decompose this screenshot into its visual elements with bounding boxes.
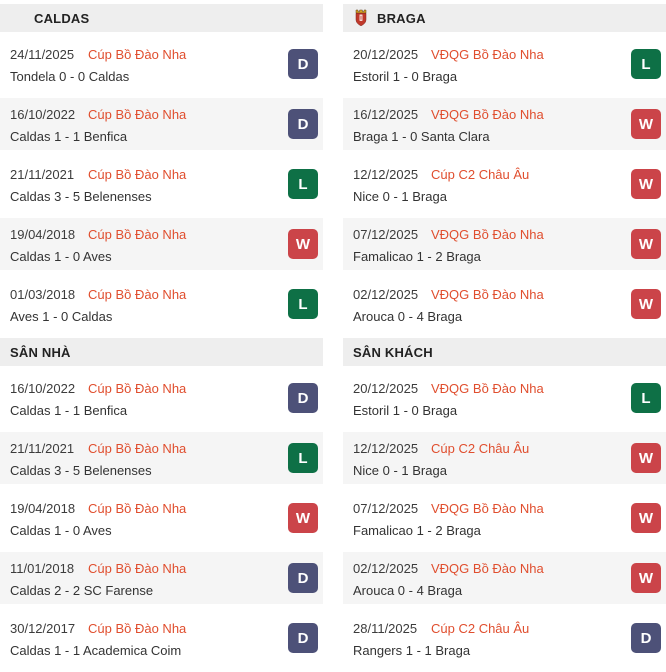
competition-name: Cúp Bồ Đào Nha: [88, 47, 187, 62]
competition-name: VĐQG Bồ Đào Nha: [431, 561, 544, 576]
section-title: CALDAS: [34, 10, 90, 26]
match-date: 30/12/2017: [10, 621, 76, 636]
match-score: Caldas 3 - 5 Belenenses: [10, 189, 152, 204]
match-date: 19/04/2018: [10, 227, 76, 242]
competition-name: Cúp Bồ Đào Nha: [88, 167, 187, 182]
result-badge: W: [631, 169, 661, 199]
competition-name: VĐQG Bồ Đào Nha: [431, 501, 544, 516]
match-meta: [10, 560, 278, 577]
match-row[interactable]: [0, 38, 323, 90]
match-meta: [10, 440, 278, 457]
match-row[interactable]: [0, 98, 323, 150]
match-row[interactable]: [0, 278, 323, 330]
match-rows: [0, 372, 323, 664]
match-score: Famalicao 1 - 2 Braga: [353, 249, 481, 264]
match-row[interactable]: [0, 552, 323, 604]
competition-name: Cúp Bồ Đào Nha: [88, 287, 187, 302]
match-row[interactable]: [0, 432, 323, 484]
match-row[interactable]: [343, 278, 666, 330]
form-section: [0, 338, 323, 664]
match-meta: [353, 440, 621, 457]
match-row[interactable]: [343, 372, 666, 424]
match-meta: [353, 560, 621, 577]
match-score: Caldas 3 - 5 Belenenses: [10, 463, 152, 478]
match-date: 07/12/2025: [353, 227, 419, 242]
match-meta: [353, 106, 621, 123]
result-badge: W: [631, 563, 661, 593]
match-date: 21/11/2021: [10, 441, 75, 456]
match-rows: [343, 38, 666, 330]
match-date: 20/12/2025: [353, 47, 419, 62]
match-row[interactable]: [0, 492, 323, 544]
result-badge: D: [288, 623, 318, 653]
result-badge: D: [631, 623, 661, 653]
match-meta: [10, 380, 278, 397]
match-row[interactable]: [343, 218, 666, 270]
match-meta: [10, 226, 278, 243]
match-date: 28/11/2025: [353, 621, 418, 636]
competition-name: VĐQG Bồ Đào Nha: [431, 107, 544, 122]
match-score: Caldas 1 - 1 Benfica: [10, 129, 128, 144]
match-score: Caldas 1 - 0 Aves: [10, 523, 112, 538]
match-meta: [10, 500, 278, 517]
result-badge: L: [631, 49, 661, 79]
match-date: 16/12/2025: [353, 107, 419, 122]
match-meta: [10, 106, 278, 123]
match-meta: [353, 226, 621, 243]
match-date: 16/10/2022: [10, 107, 76, 122]
match-score: Nice 0 - 1 Braga: [353, 189, 447, 204]
column-right: [343, 4, 666, 672]
form-section: [343, 4, 666, 330]
competition-name: Cúp Bồ Đào Nha: [88, 501, 187, 516]
match-score: Arouca 0 - 4 Braga: [353, 309, 463, 324]
result-badge: W: [631, 229, 661, 259]
match-score: Famalicao 1 - 2 Braga: [353, 523, 481, 538]
section-header: [343, 4, 666, 32]
column-left: [0, 4, 323, 672]
result-badge: W: [631, 503, 661, 533]
section-title: SÂN KHÁCH: [353, 344, 433, 360]
match-row[interactable]: [0, 372, 323, 424]
match-date: 01/03/2018: [10, 287, 76, 302]
match-score: Arouca 0 - 4 Braga: [353, 583, 463, 598]
result-badge: L: [288, 169, 318, 199]
competition-name: Cúp Bồ Đào Nha: [88, 107, 187, 122]
competition-name: VĐQG Bồ Đào Nha: [431, 287, 544, 302]
form-section: [343, 338, 666, 664]
result-badge: D: [288, 563, 318, 593]
match-date: 11/01/2018: [10, 561, 75, 576]
match-rows: [343, 372, 666, 664]
result-badge: W: [288, 503, 318, 533]
match-meta: [10, 286, 278, 303]
form-section: [0, 4, 323, 330]
section-title: BRAGA: [377, 10, 426, 26]
match-meta: [10, 166, 278, 183]
braga-crest-icon: [353, 9, 369, 27]
competition-name: VĐQG Bồ Đào Nha: [431, 381, 544, 396]
result-badge: W: [631, 109, 661, 139]
match-score: Caldas 1 - 1 Academica Coim: [10, 643, 182, 658]
match-row[interactable]: [343, 158, 666, 210]
match-row[interactable]: [343, 492, 666, 544]
match-meta: [353, 380, 621, 397]
match-score: Tondela 0 - 0 Caldas: [10, 69, 130, 84]
match-date: 24/11/2025: [10, 47, 75, 62]
match-meta: [10, 620, 278, 637]
section-title: SÂN NHÀ: [10, 344, 71, 360]
match-meta: [353, 500, 621, 517]
result-badge: L: [631, 383, 661, 413]
competition-name: Cúp C2 Châu Âu: [431, 441, 530, 456]
match-row[interactable]: [0, 158, 323, 210]
match-score: Caldas 1 - 0 Aves: [10, 249, 112, 264]
match-rows: [0, 38, 323, 330]
result-badge: D: [288, 49, 318, 79]
match-date: 07/12/2025: [353, 501, 419, 516]
match-row[interactable]: [343, 38, 666, 90]
result-badge: W: [631, 289, 661, 319]
match-meta: [353, 286, 621, 303]
competition-name: VĐQG Bồ Đào Nha: [431, 47, 544, 62]
match-date: 19/04/2018: [10, 501, 76, 516]
result-badge: D: [288, 383, 318, 413]
competition-name: Cúp Bồ Đào Nha: [88, 561, 187, 576]
match-date: 12/12/2025: [353, 441, 419, 456]
blank-team-logo: [10, 9, 26, 27]
section-header: [0, 338, 323, 366]
match-meta: [353, 620, 621, 637]
section-header: [0, 4, 323, 32]
competition-name: Cúp Bồ Đào Nha: [88, 621, 187, 636]
match-meta: [353, 166, 621, 183]
section-header: [343, 338, 666, 366]
result-badge: W: [631, 443, 661, 473]
match-row[interactable]: [0, 612, 323, 664]
match-score: Aves 1 - 0 Caldas: [10, 309, 113, 324]
match-date: 20/12/2025: [353, 381, 419, 396]
match-score: Estoril 1 - 0 Braga: [353, 403, 458, 418]
match-row[interactable]: [343, 98, 666, 150]
match-score: Nice 0 - 1 Braga: [353, 463, 447, 478]
match-date: 02/12/2025: [353, 287, 419, 302]
result-badge: L: [288, 289, 318, 319]
result-badge: D: [288, 109, 318, 139]
match-score: Caldas 1 - 1 Benfica: [10, 403, 128, 418]
match-row[interactable]: [343, 612, 666, 664]
match-score: Caldas 2 - 2 SC Farense: [10, 583, 154, 598]
competition-name: Cúp C2 Châu Âu: [431, 621, 530, 636]
competition-name: Cúp Bồ Đào Nha: [88, 441, 187, 456]
match-date: 21/11/2021: [10, 167, 75, 182]
competition-name: Cúp Bồ Đào Nha: [88, 381, 187, 396]
match-date: 12/12/2025: [353, 167, 419, 182]
match-meta: [353, 46, 621, 63]
match-row[interactable]: [343, 552, 666, 604]
match-score: Estoril 1 - 0 Braga: [353, 69, 458, 84]
result-badge: W: [288, 229, 318, 259]
competition-name: Cúp Bồ Đào Nha: [88, 227, 187, 242]
match-meta: [10, 46, 278, 63]
competition-name: Cúp C2 Châu Âu: [431, 167, 530, 182]
match-row[interactable]: [0, 218, 323, 270]
result-badge: L: [288, 443, 318, 473]
competition-name: VĐQG Bồ Đào Nha: [431, 227, 544, 242]
match-date: 02/12/2025: [353, 561, 419, 576]
match-score: Braga 1 - 0 Santa Clara: [353, 129, 490, 144]
match-row[interactable]: [343, 432, 666, 484]
match-score: Rangers 1 - 1 Braga: [353, 643, 471, 658]
match-date: 16/10/2022: [10, 381, 76, 396]
